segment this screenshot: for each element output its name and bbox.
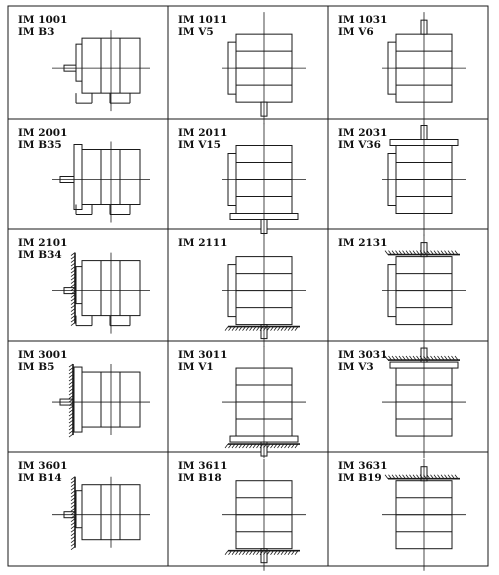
iec-alt-code: IM B5 — [18, 361, 55, 373]
cell-label — [178, 127, 227, 151]
motor-diagram-foot-flange-vertical-up — [382, 124, 466, 236]
hatch-mark — [385, 251, 388, 255]
cell-label — [18, 237, 67, 261]
iec-code: IM 1011 — [178, 14, 228, 26]
iec-alt-code: IM V3 — [338, 361, 374, 373]
iec-alt-code: IM B19 — [338, 472, 382, 484]
cell-label — [18, 460, 67, 484]
cell-label — [338, 127, 387, 151]
cell-label — [338, 237, 387, 249]
cell-label — [178, 460, 227, 484]
iec-code: IM 3011 — [178, 349, 228, 361]
iec-code: IM 1001 — [18, 14, 68, 26]
cell-label — [18, 127, 67, 151]
motor-diagram-foot-face-mount-vertical-up — [382, 235, 466, 347]
cell-label — [338, 460, 387, 484]
cell-label — [338, 14, 387, 38]
motor-diagram-foot-flange-vertical-down — [222, 124, 306, 236]
hatch-mark — [225, 327, 228, 331]
iec-code: IM 2011 — [178, 127, 228, 139]
cell-label — [18, 349, 67, 373]
iec-code: IM 3601 — [18, 460, 68, 472]
end-shield — [76, 491, 82, 528]
iec-code: IM 3031 — [338, 349, 388, 361]
iec-alt-code: IM V6 — [338, 26, 374, 38]
cell-label — [178, 237, 227, 249]
iec-alt-code: IM V5 — [178, 26, 214, 38]
iec-alt-code: IM B18 — [178, 472, 222, 484]
flange-plate — [74, 367, 82, 432]
iec-alt-code: IM V36 — [338, 139, 381, 151]
iec-alt-code: IM B34 — [18, 249, 62, 261]
end-shield — [76, 267, 82, 304]
motor-diagram-flange-horizontal — [52, 364, 150, 437]
iec-code: IM 3001 — [18, 349, 68, 361]
iec-alt-code: IM B3 — [18, 26, 55, 38]
iec-alt-code: IM B14 — [18, 472, 62, 484]
motor-diagram-face-vertical-up — [382, 459, 466, 571]
cell-label — [18, 14, 67, 38]
cell-label — [178, 14, 227, 38]
iec-code: IM 1031 — [338, 14, 388, 26]
motor-diagram-foot-horizontal — [52, 30, 150, 111]
iec-alt-code: IM B35 — [18, 139, 62, 151]
flange-plate — [74, 145, 82, 210]
iec-alt-code: IM V15 — [178, 139, 221, 151]
iec-code: IM 3611 — [178, 460, 228, 472]
motor-diagram-foot-face-mount-vertical-down — [222, 235, 306, 347]
cell-label — [178, 349, 227, 373]
motor-diagram-face-vertical-down — [222, 459, 306, 571]
end-shield — [76, 44, 82, 81]
motor-diagram-foot-face-mount-horizontal — [52, 253, 150, 334]
iec-code: IM 2111 — [178, 237, 228, 249]
hatch-mark — [225, 444, 228, 448]
motor-diagram-foot-vertical-up — [382, 12, 466, 124]
iec-code: IM 2101 — [18, 237, 68, 249]
iec-code: IM 3631 — [338, 460, 388, 472]
cell-label — [338, 349, 387, 373]
iec-code: IM 2031 — [338, 127, 388, 139]
motor-diagram-foot-flange-horizontal — [52, 142, 150, 223]
motor-diagram-foot-vertical-down — [222, 12, 306, 124]
hatch-mark — [225, 551, 228, 555]
iec-alt-code: IM V1 — [178, 361, 214, 373]
iec-code: IM 2131 — [338, 237, 388, 249]
motor-diagram-face-horizontal — [52, 477, 150, 550]
motor-diagram-flange-vertical-up — [382, 346, 466, 458]
motor-diagram-flange-vertical-down — [222, 346, 306, 458]
iec-code: IM 2001 — [18, 127, 68, 139]
